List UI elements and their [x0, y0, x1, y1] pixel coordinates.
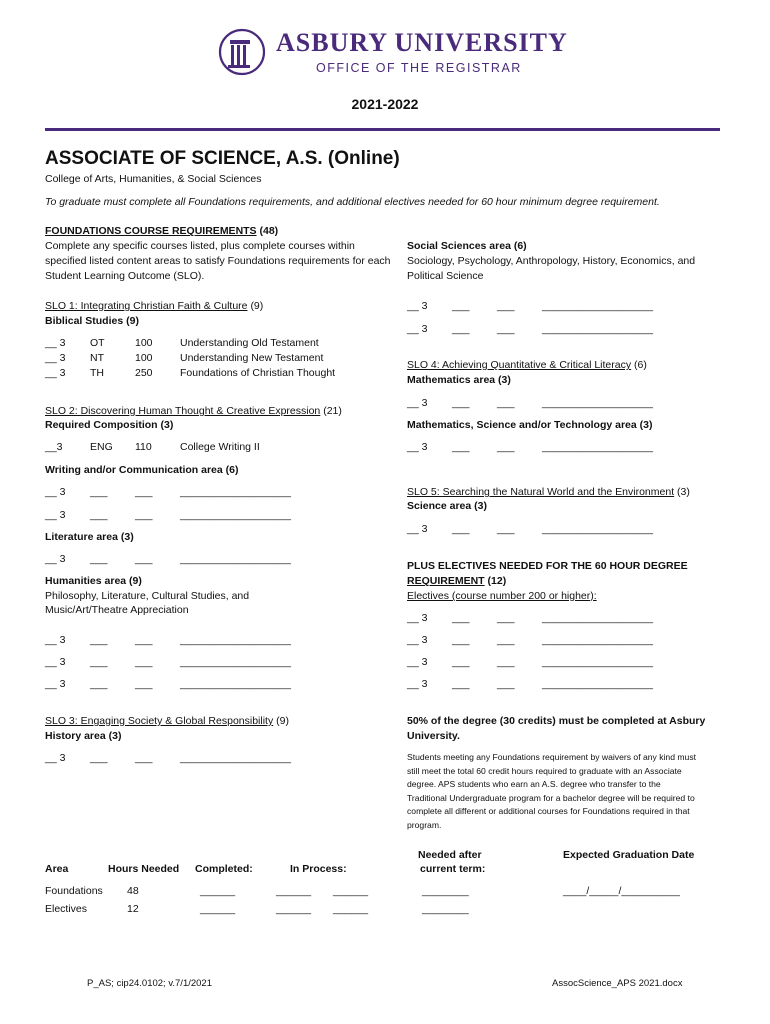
summary-header-area: Area [45, 863, 69, 875]
footer-right: AssocScience_APS 2021.docx [552, 978, 683, 989]
literature-area: Literature area (3) [45, 531, 134, 543]
graduation-date-blank[interactable]: ____/_____/__________ [563, 885, 680, 897]
policy-line: still meet the total 60 credit hours required to graduate with an Associate [407, 765, 682, 776]
blank-credits: __ 3 [407, 523, 428, 535]
policy-line: complete all different or additional courses for Foundations required in that [407, 806, 690, 816]
blank-credits: __ 3 [407, 300, 428, 312]
course-row [45, 336, 345, 351]
blank-number: ___ [497, 523, 515, 535]
blank-name: ___________________ [542, 323, 653, 335]
blank-course-row[interactable] [407, 677, 667, 692]
slo4-title-text: SLO 4: Achieving Quantitative & Critical Literacy [407, 359, 632, 371]
inprocess-blank[interactable]: ______ [333, 903, 369, 915]
electives-heading-1: PLUS ELECTIVES NEEDED FOR THE 60 HOUR DEGREE [407, 560, 688, 572]
slo3-area: History area (3) [45, 730, 122, 742]
blank-course-row[interactable] [407, 611, 667, 626]
blank-dept: ___ [90, 634, 108, 646]
slo4-title [407, 358, 647, 373]
blank-credits: __ 3 [407, 634, 428, 646]
foundations-heading [45, 224, 278, 239]
blank-dept: ___ [452, 397, 470, 409]
completed-blank[interactable]: ______ [200, 885, 236, 897]
blank-name: ___________________ [542, 441, 653, 453]
blank-number: ___ [135, 486, 153, 498]
blank-credits: __ 3 [45, 553, 66, 565]
blank-dept: ___ [452, 441, 470, 453]
course-dept: TH [90, 367, 104, 379]
blank-course-row[interactable] [45, 655, 305, 670]
blank-name: ___________________ [542, 300, 653, 312]
foundations-heading-text: FOUNDATIONS COURSE REQUIREMENTS [45, 225, 257, 237]
course-row [45, 351, 345, 366]
blank-dept: ___ [452, 634, 470, 646]
blank-name: ___________________ [180, 656, 291, 668]
blank-credits: __ 3 [45, 678, 66, 690]
course-row [45, 366, 345, 381]
slo1-hours: (9) [250, 300, 264, 312]
blank-dept: ___ [90, 486, 108, 498]
blank-course-row[interactable] [45, 677, 305, 692]
summary-row-hours: 48 [127, 885, 139, 897]
blank-credits: __ 3 [407, 612, 428, 624]
blank-course-row[interactable] [45, 552, 305, 567]
blank-dept: ___ [90, 553, 108, 565]
blank-dept: ___ [452, 678, 470, 690]
course-name: Foundations of Christian Thought [180, 367, 336, 379]
blank-name: ___________________ [180, 678, 291, 690]
blank-name: ___________________ [180, 486, 291, 498]
course-name: Understanding New Testament [180, 352, 324, 364]
blank-course-row[interactable] [45, 508, 305, 523]
blank-name: ___________________ [180, 634, 291, 646]
blank-number: ___ [497, 323, 515, 335]
blank-name: ___________________ [542, 634, 653, 646]
blank-number: ___ [135, 509, 153, 521]
slo2-title-text: SLO 2: Discovering Human Thought & Creative Expression [45, 405, 321, 417]
summary-row-area: Electives [45, 903, 88, 915]
blank-name: ___________________ [542, 656, 653, 668]
blank-dept: ___ [90, 678, 108, 690]
policy-note [407, 751, 696, 832]
blank-number: ___ [497, 634, 515, 646]
summary-header-inprocess: In Process: [290, 863, 347, 875]
blank-name: ___________________ [180, 509, 291, 521]
residency-line-2: University. [407, 730, 460, 742]
course-dept: ENG [90, 441, 113, 453]
course-name: Understanding Old Testament [180, 337, 319, 349]
blank-credits: __ 3 [407, 397, 428, 409]
course-number: 110 [135, 441, 152, 453]
slo4-area-2: Mathematics, Science and/or Technology area (3) [407, 419, 653, 431]
residency-line-1: 50% of the degree (30 credits) must be completed at Asbury [407, 715, 706, 727]
policy-line: program. [407, 819, 442, 830]
blank-credits: __ 3 [407, 323, 428, 335]
university-name: ASBURY UNIVERSITY [276, 28, 568, 57]
blank-credits: __ 3 [45, 509, 66, 521]
slo2-hours: (21) [323, 405, 342, 417]
completed-blank[interactable]: ______ [200, 903, 236, 915]
blank-dept: ___ [452, 523, 470, 535]
blank-name: ___________________ [542, 612, 653, 624]
slo4-hours: (6) [634, 359, 647, 371]
foundations-desc-1: Complete any specific courses listed, plus complete courses within [45, 240, 355, 252]
slo5-hours: (3) [677, 486, 690, 498]
blank-number: ___ [135, 634, 153, 646]
foundations-desc-3: Student Learning Outcome (SLO). [45, 270, 205, 282]
slo5-title [407, 485, 690, 500]
blank-dept: ___ [90, 656, 108, 668]
blank-dept: ___ [90, 509, 108, 521]
course-name: College Writing II [180, 441, 260, 453]
blank-dept: ___ [452, 612, 470, 624]
summary-row-area: Foundations [45, 885, 103, 897]
blank-name: ___________________ [542, 678, 653, 690]
blank-name: ___________________ [542, 397, 653, 409]
slo3-hours: (9) [276, 715, 289, 727]
electives-desc: Electives (course number 200 or higher): [407, 590, 597, 602]
graduation-note: To graduate must complete all Foundations requirements, and additional electives needed for 60 hour minimum degree requirement. [45, 196, 660, 208]
page-title: ASSOCIATE OF SCIENCE, A.S. (Online) [45, 148, 400, 169]
summary-header-expected: Expected Graduation Date [563, 849, 695, 861]
blank-credits: __ 3 [407, 441, 428, 453]
blank-course-row[interactable] [407, 522, 667, 537]
blank-credits: __ 3 [45, 486, 66, 498]
blank-dept: ___ [90, 752, 108, 764]
blank-number: ___ [497, 612, 515, 624]
blank-credits: __ 3 [45, 634, 66, 646]
blank-course-row[interactable] [407, 299, 667, 314]
slo3-title [45, 714, 289, 729]
foundations-hours: (48) [259, 225, 279, 237]
course-number: 250 [135, 367, 153, 379]
blank-course-row[interactable] [45, 751, 305, 766]
blank-course-row[interactable] [407, 655, 667, 670]
blank-number: ___ [497, 678, 515, 690]
blank-credits: __ 3 [407, 656, 428, 668]
blank-course-row[interactable] [45, 633, 305, 648]
slo5-area: Science area (3) [407, 500, 487, 512]
blank-number: ___ [135, 553, 153, 565]
blank-credits: __ 3 [45, 752, 66, 764]
blank-name: ___________________ [180, 553, 291, 565]
course-dept: NT [90, 352, 104, 364]
blank-number: ___ [135, 752, 153, 764]
footer-left: P_AS; cip24.0102; v.7/1/2021 [87, 978, 212, 989]
office-name: OFFICE OF THE REGISTRAR [316, 61, 522, 75]
blank-course-row[interactable] [407, 396, 667, 411]
summary-header-completed: Completed: [195, 863, 253, 875]
slo1-title-text: SLO 1: Integrating Christian Faith & Culture [45, 300, 248, 312]
slo1-title [45, 299, 263, 314]
inprocess-blank[interactable]: ______ [276, 903, 312, 915]
humanities-desc-1: Philosophy, Literature, Cultural Studies, and [45, 590, 250, 602]
blank-dept: ___ [452, 300, 470, 312]
blank-number: ___ [497, 397, 515, 409]
course-credits: __ 3 [45, 352, 66, 364]
summary-header-needed-2: current term: [420, 863, 486, 875]
slo2-area: Required Composition (3) [45, 419, 174, 431]
blank-name: ___________________ [180, 752, 291, 764]
blank-name: ___________________ [542, 523, 653, 535]
blank-number: ___ [135, 678, 153, 690]
course-row [45, 440, 345, 455]
course-credits: __ 3 [45, 337, 66, 349]
blank-dept: ___ [452, 323, 470, 335]
slo1-area: Biblical Studies (9) [45, 315, 139, 327]
summary-header-hours: Hours Needed [108, 863, 180, 875]
slo4-area: Mathematics area (3) [407, 374, 511, 386]
course-number: 100 [135, 352, 153, 364]
blank-credits: __ 3 [407, 678, 428, 690]
blank-credits: __ 3 [45, 656, 66, 668]
blank-course-row[interactable] [407, 633, 667, 648]
slo2-title [45, 404, 342, 419]
blank-number: ___ [135, 656, 153, 668]
blank-course-row[interactable] [45, 485, 305, 500]
course-credits: __3 [45, 441, 63, 453]
electives-heading-2-text: REQUIREMENT [407, 575, 485, 587]
slo5-title-text: SLO 5: Searching the Natural World and the Environment [407, 486, 675, 498]
academic-year: 2021-2022 [351, 96, 419, 112]
writing-area: Writing and/or Communication area (6) [45, 464, 239, 476]
summary-header-needed-1: Needed after [418, 849, 482, 861]
blank-course-row[interactable] [407, 440, 667, 455]
policy-line: Traditional Undergraduate program for a bachelor degree will be required to [407, 792, 695, 803]
needed-blank[interactable]: ________ [422, 903, 469, 915]
course-dept: OT [90, 337, 105, 349]
course-credits: __ 3 [45, 367, 66, 379]
inprocess-blank[interactable]: ______ [333, 885, 369, 897]
electives-heading-2 [407, 574, 506, 589]
electives-hours: (12) [487, 575, 507, 587]
slo3-title-text: SLO 3: Engaging Society & Global Responsibility [45, 715, 274, 727]
blank-dept: ___ [452, 656, 470, 668]
social-sciences-area: Social Sciences area (6) [407, 240, 527, 252]
course-number: 100 [135, 337, 153, 349]
humanities-area: Humanities area (9) [45, 575, 142, 587]
policy-line: degree. APS students who earn an A.S. degree who transfer to the [407, 779, 661, 789]
social-sciences-desc-2: Political Science [407, 270, 484, 282]
blank-course-row[interactable] [407, 322, 667, 337]
blank-number: ___ [497, 656, 515, 668]
policy-line: Students meeting any Foundations requirement by waivers of any kind must [407, 752, 696, 762]
summary-row-hours: 12 [127, 903, 139, 915]
college-name: College of Arts, Humanities, & Social Sciences [45, 173, 262, 185]
social-sciences-desc-1: Sociology, Psychology, Anthropology, History, Economics, and [407, 255, 696, 267]
blank-number: ___ [497, 300, 515, 312]
inprocess-blank[interactable]: ______ [276, 885, 312, 897]
needed-blank[interactable]: ________ [422, 885, 469, 897]
header-divider [45, 128, 720, 131]
blank-number: ___ [497, 441, 515, 453]
foundations-desc-2: specified listed content areas to satisfy Foundations requirements for each [45, 255, 391, 267]
humanities-desc-2: Music/Art/Theatre Appreciation [45, 604, 189, 616]
